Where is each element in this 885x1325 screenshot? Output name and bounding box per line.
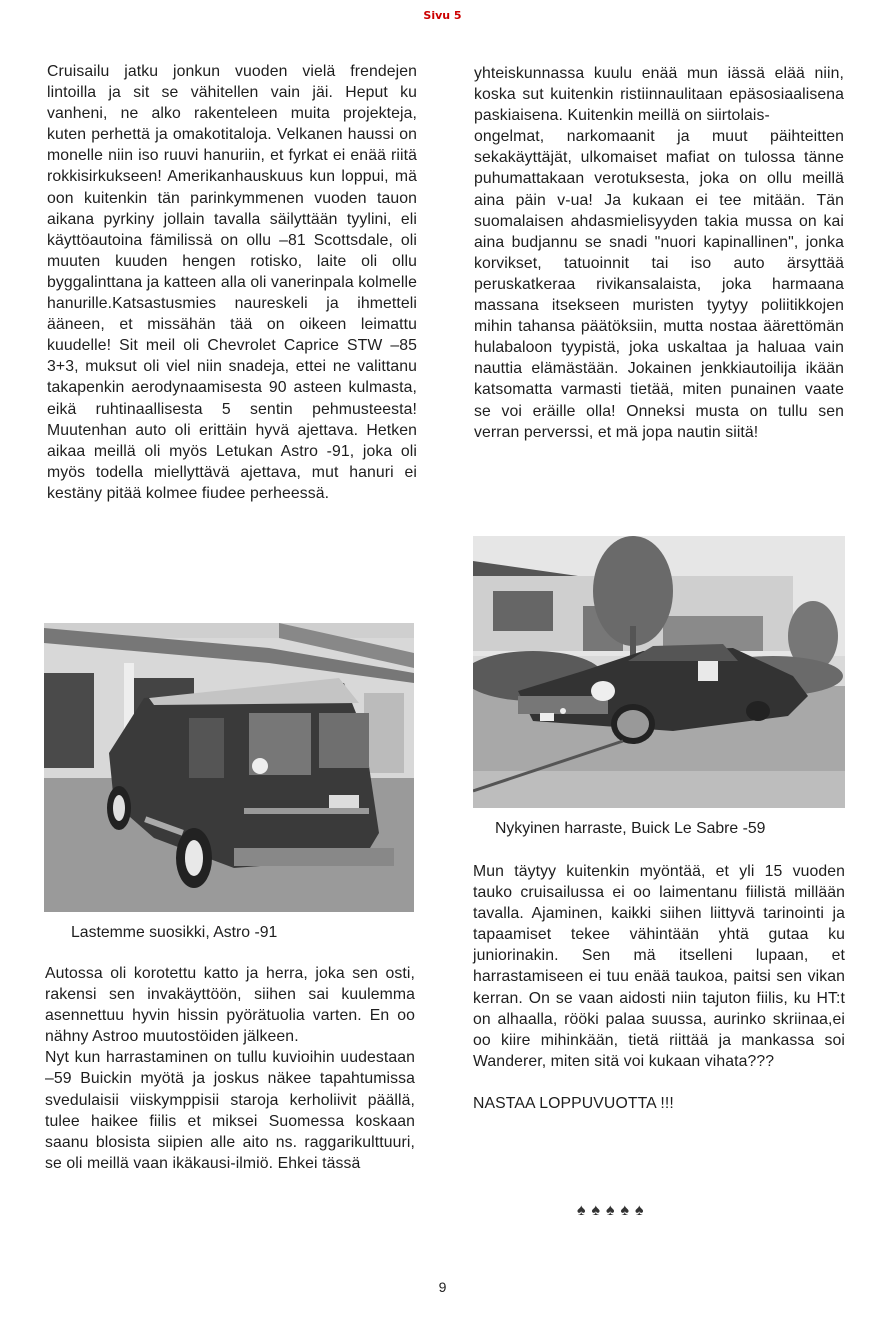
paragraph: Nyt kun harrastaminen on tullu kuvioihin uudestaan –59 Buickin myötä ja joskus näkee tapahtumissa svedulaisii viiskymppisii staroja kerholiivit päällä, tulee haikee fiilis et miksei Suomessa koskaan saanu blosista siipien alle aito ns. raggarikulttuuri, se oli meillä vaan ikäkausi-ilmiö. Ehkei tässä <box>45 1049 415 1172</box>
paragraph: Cruisailu jatku jonkun vuoden vielä frendejen lintoilla ja sit se vähitellen vain jäi. Heput ku vanheni, ne alko rakenteleen muita projekteja, kuten perhettä ja omakotitaloja. Velkanen haussi on monelle niin iso ruuvi hanuriin, et fyrkat ei enää riitä rokkisirkukseen! Amerikanhauskuus kun loppui, mä oon kuitenkin tän parinkymmenen vuoden tauon aikana pyrkiny jollain tavalla säilyttään tyylini, eli käyttöautoina fämilissä on ollu –81 Scottsdale, oli muuten kuuden hengen rotisko, laite oli ollu byggalinttana ja katteen alla oli vanerinpala kolmelle hanurille.Katsastusmies naureskeli ja ihmetteli ääneen, et missähän tää on oikeen leimattu kuudelle! Sit meil oli Chevrolet Caprice STW –85 3+3, muksut oli viel niin snadeja, ettei ne valittanu takapenkin aerodynaamisesta 90 asteen kulmasta, eikä ruhtinaallisesta 5 sentin pehmusteesta! Muutenhan auto oli erittäin hyvä ajettava. Hetken aikaa meillä oli myös Letukan Astro -91, joka oli myös todella miellyttävä ajettava, mut hanuri ei kestäny pitää kolmee fiudee perheessä. <box>47 63 417 502</box>
photo-buick-le-sabre <box>473 536 845 808</box>
photo-caption-buick: Nykyinen harraste, Buick Le Sabre -59 <box>495 820 766 837</box>
van-photo-illustration <box>44 623 414 912</box>
paragraph: yhteiskunnassa kuulu enää mun iässä elää niin, koska sut kuitenkin ristiinnaulitaan epäsosiaalisena paskiaisena. Kuitenkin meillä on siirtolais- <box>474 65 844 125</box>
photo-caption-astro: Lastemme suosikki, Astro -91 <box>71 924 278 941</box>
page-number: 9 <box>438 1279 447 1295</box>
left-column-top-text <box>47 61 417 504</box>
page-header-label: Sivu 5 <box>423 9 462 22</box>
paragraph: ongelmat, narkomaanit ja muut päihteitten sekakäyttäjät, ulkomaiset mafiat on tulossa tänne puhumattakaan verotuksesta, joka on ollu meillä aina päin v-ua! Ja kukaan ei tee mitään. Tän suomalaisen ahdasmielisyyden takia mussa on kai aina budjannu se snadi "nuori kapinallinen", jonka korvikset, tatuoinnit tai iso auto ärsyttää peruskatkeraa rivikansalaista, joka harmaana massana itsekseen muristen tyytyy poliitikkojen mihin tahansa päätöksiin, mutta nostaa äärettömän hulabaloon tyypistä, joka uskaltaa ja haluaa vain nauttia elämästään. Jokainen jenkkiautoilija ikään katsomatta varmasti tietää, miten punainen vaate se voi eräille olla! Onneksi musta on tullu sen verran perverssi, et mä jopa nautin siitä! <box>474 128 844 441</box>
paragraph: Autossa oli korotettu katto ja herra, joka sen osti, rakensi sen invakäyttöön, siihen sai kuulemma asennettuu hyvin hissin pyörätuolia varten. En oo nähny Astroo muutostöiden jälkeen. <box>45 965 415 1046</box>
right-column-bottom-text <box>473 861 845 1114</box>
closing-line: NASTAA LOPPUVUOTTA !!! <box>473 1094 674 1112</box>
buick-photo-illustration <box>473 536 845 808</box>
spade-icon: ♠♠♠♠♠ <box>577 1202 650 1219</box>
right-column-top-text <box>474 63 844 443</box>
paragraph: Mun täytyy kuitenkin myöntää, et yli 15 vuoden tauko cruisailussa ei oo laimentanu fiilistä millään tavalla. Ajaminen, kaikki siihen liittyvä tarinointi ja tapaamiset tekee vähintään yhtä gutaa ku juniorinakin. Sen mä itselleni lupaan, et harrastamiseen ei tuu enää taukoa, paitsi sen vikan kerran. On se vaan aidosti niin tajuton fiilis, ku HT:t on alhaalla, rööki palaa suussa, aurinko skriinaa,ei oo kiire mihinkään, tietä riittää ja mankassa soi Wanderer, miten sitä voi kukaan vihata??? <box>473 863 845 1070</box>
left-column-bottom-text <box>45 963 415 1174</box>
photo-astro-van <box>44 623 414 912</box>
